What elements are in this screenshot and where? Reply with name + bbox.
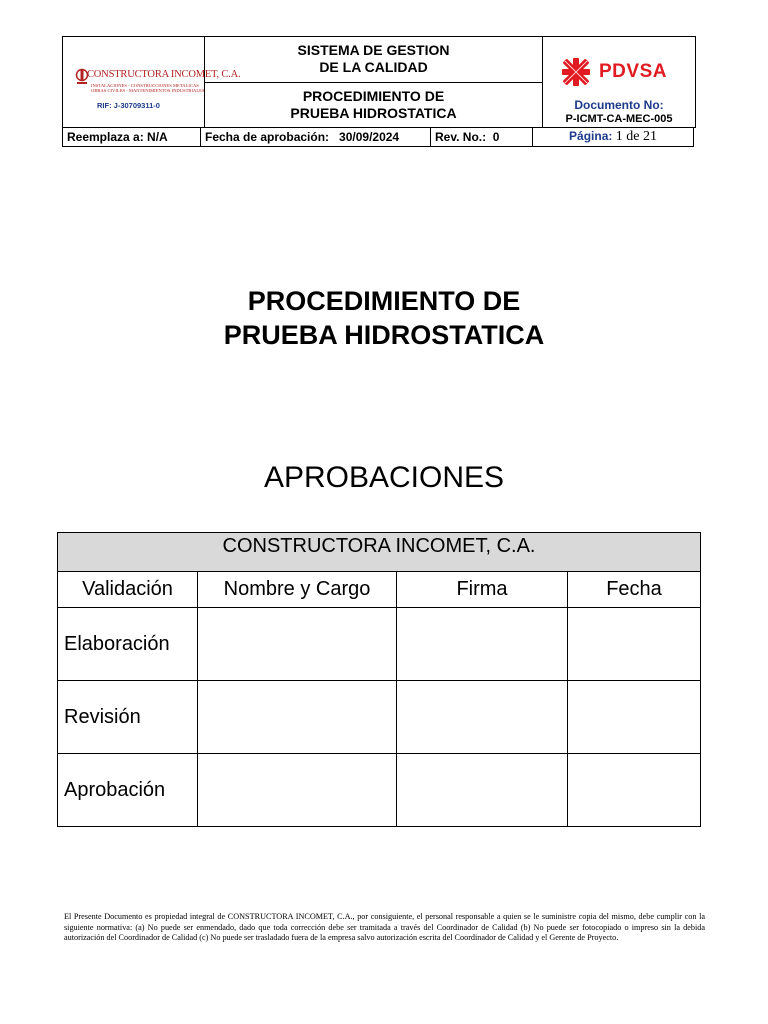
page-field bbox=[533, 128, 694, 147]
table-row bbox=[58, 681, 701, 754]
column-header-validation: Validación bbox=[58, 572, 198, 608]
table-row bbox=[58, 754, 701, 827]
logo-tagline bbox=[91, 83, 204, 93]
name-role-cell[interactable] bbox=[198, 754, 397, 827]
signature-cell[interactable] bbox=[397, 608, 568, 681]
document-number: P-ICMT-CA-MEC-005 bbox=[565, 113, 673, 125]
system-title-cell bbox=[205, 37, 543, 83]
document-title-line-2: PRUEBA HIDROSTATICA bbox=[223, 320, 545, 350]
approval-date-label: Fecha de aprobación: bbox=[205, 130, 330, 144]
header-info-row bbox=[62, 127, 694, 147]
signature-cell[interactable] bbox=[397, 754, 568, 827]
approvals-company-row bbox=[58, 533, 701, 572]
logo-tagline-1: INSTALACIONES - CONSTRUCCIONES METALICAS bbox=[91, 83, 199, 88]
system-title-line-1: SISTEMA DE GESTION bbox=[297, 42, 450, 59]
confidentiality-notice: El Presente Documento es propiedad integral de CONSTRUCTORA INCOMET, C.A., por consiguiente, el personal responsable a quien se le suministre copia del mismo, debe cumplir con la siguiente normativa: (a) No puede ser enmendado, dado que toda corrección debe ser tramitada a través del Coordinador de Calidad (b) No puede ser fotocopiado o impreso sin la debida autorización del Coordinador de Calidad (c) No puede ser trasladado fuera de la empresa salvo autorización escrita del Coordinador de Calidad y el Gerente de Proyecto. bbox=[64, 912, 705, 942]
page-value: 1 de 21 bbox=[615, 129, 657, 144]
document-title bbox=[0, 284, 768, 352]
revision-label: Rev. No.: bbox=[435, 130, 487, 144]
approval-date-field bbox=[201, 128, 431, 147]
approvals-header-row bbox=[58, 572, 701, 608]
date-cell[interactable] bbox=[568, 681, 701, 754]
document-number-label: Documento No: bbox=[574, 98, 664, 112]
pdvsa-cell bbox=[543, 37, 696, 128]
document-title-line-1: PROCEDIMIENTO DE bbox=[247, 286, 521, 316]
procedure-title-cell bbox=[205, 82, 543, 128]
pdvsa-wordmark: PDVSA bbox=[599, 61, 667, 82]
document-header bbox=[62, 36, 696, 128]
system-title-line-2: DE LA CALIDAD bbox=[319, 59, 428, 76]
logo-rif: RIF: J-30709311-0 bbox=[97, 101, 160, 110]
revision-value: 0 bbox=[492, 130, 500, 144]
procedure-title-line-1: PROCEDIMIENTO DE bbox=[302, 87, 445, 104]
signature-cell[interactable] bbox=[397, 681, 568, 754]
table-row bbox=[58, 608, 701, 681]
page-label: Página: bbox=[569, 129, 613, 143]
date-cell[interactable] bbox=[568, 754, 701, 827]
approvals-table bbox=[57, 532, 701, 827]
logo-tagline-2: OBRAS CIVILES - MANTENIMIENTOS INDUSTRIALES bbox=[91, 88, 205, 93]
name-role-cell[interactable] bbox=[198, 608, 397, 681]
column-header-date: Fecha bbox=[568, 572, 701, 608]
pdvsa-logo bbox=[559, 55, 683, 89]
name-role-cell[interactable] bbox=[198, 681, 397, 754]
pdvsa-sun-icon bbox=[559, 55, 593, 89]
approval-date-value: 30/09/2024 bbox=[339, 130, 400, 144]
row-label-revision: Revisión bbox=[58, 681, 198, 754]
logo-company-name: CONSTRUCTORA INCOMET, C.A. bbox=[87, 69, 241, 80]
revision-field bbox=[431, 128, 533, 147]
row-label-elaboration: Elaboración bbox=[58, 608, 198, 681]
approvals-company-name: CONSTRUCTORA INCOMET, C.A. bbox=[58, 533, 701, 572]
company-logo-cell bbox=[63, 37, 241, 128]
column-header-name-role: Nombre y Cargo bbox=[198, 572, 397, 608]
column-header-signature: Firma bbox=[397, 572, 568, 608]
row-label-approval: Aprobación bbox=[58, 754, 198, 827]
replaces-field: Reemplaza a: N/A bbox=[63, 128, 201, 147]
procedure-title-line-2: PRUEBA HIDROSTATICA bbox=[290, 104, 457, 121]
approvals-heading: APROBACIONES bbox=[263, 461, 505, 494]
incomet-logo bbox=[75, 65, 241, 115]
date-cell[interactable] bbox=[568, 608, 701, 681]
